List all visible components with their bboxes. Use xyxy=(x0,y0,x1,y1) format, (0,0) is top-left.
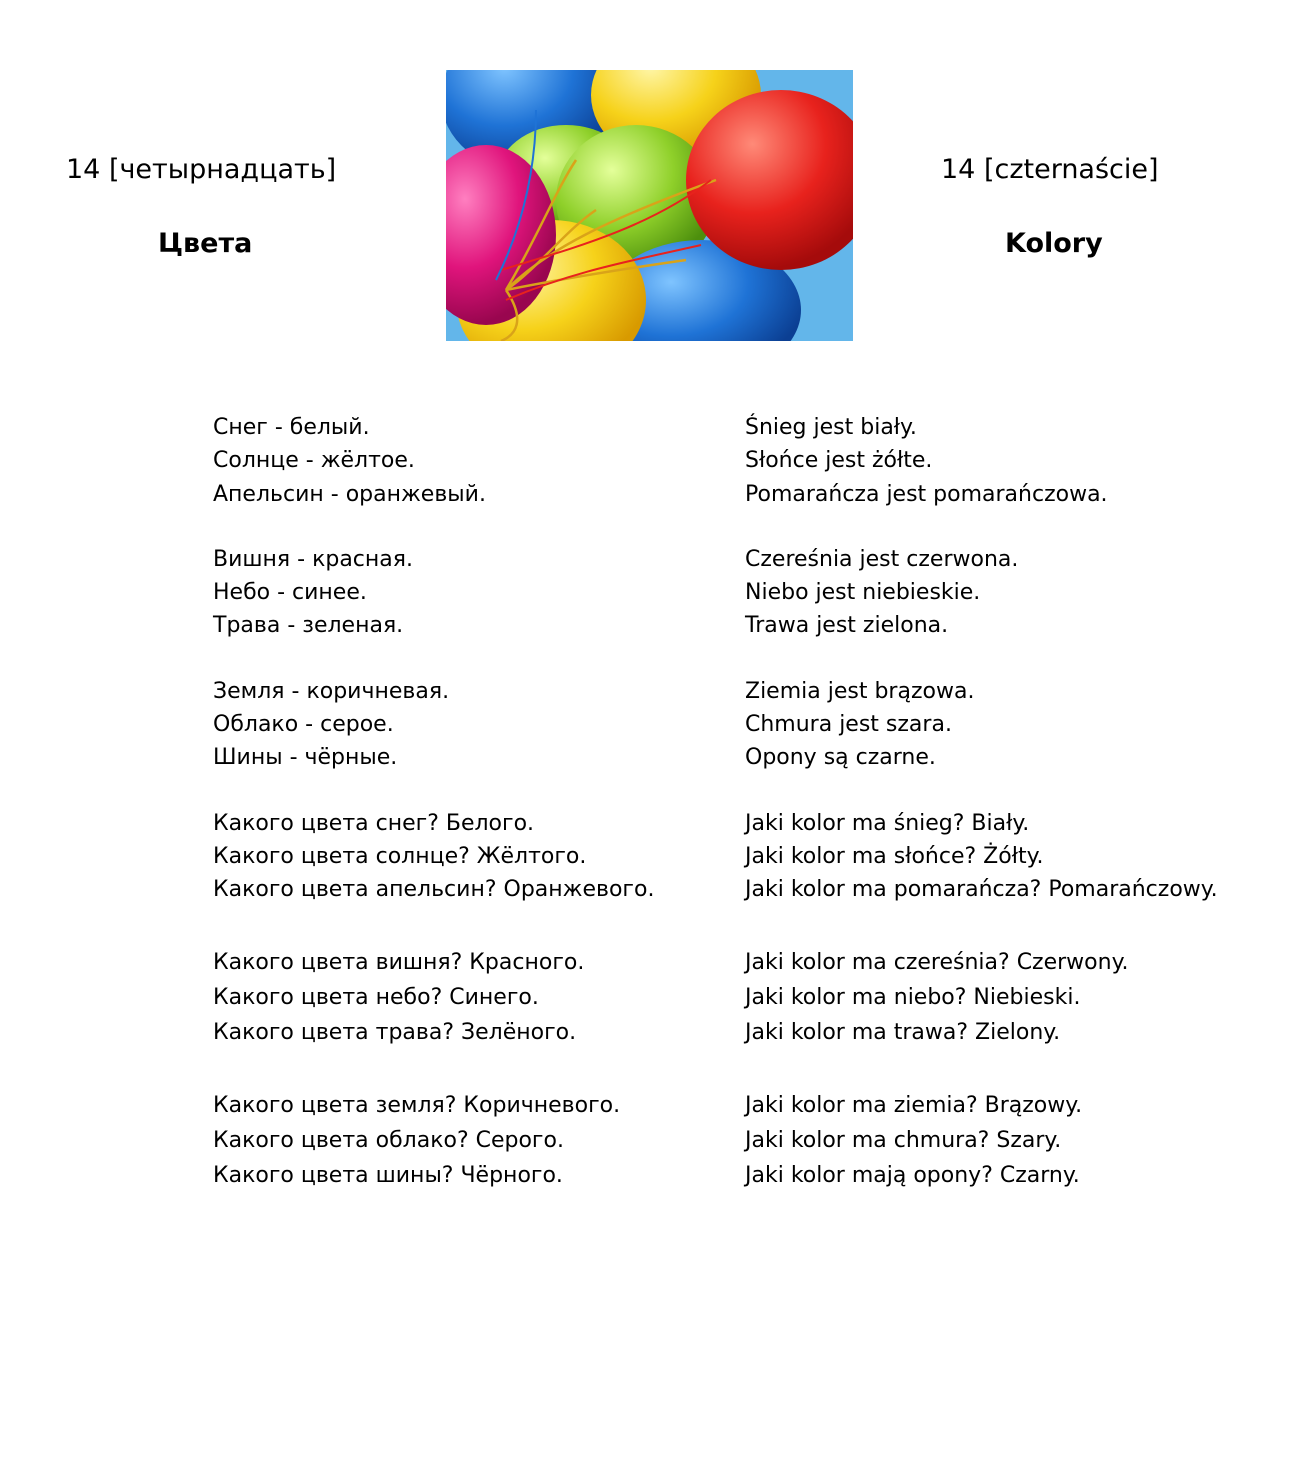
list-item: Вишня - красная. xyxy=(213,546,413,572)
list-item: Снег - белый. xyxy=(213,415,370,440)
list-item: Jaki kolor ma ziemia? Brązowy. xyxy=(745,1092,1083,1118)
list-item: Шины - чёрные. xyxy=(213,745,398,771)
list-item: Трава - зеленая. xyxy=(213,613,404,639)
list-item: Какого цвета шины? Чёрного. xyxy=(213,1162,563,1188)
list-item: Jaki kolor ma chmura? Szary. xyxy=(745,1127,1062,1153)
list-item: Небо - синее. xyxy=(213,580,367,606)
list-item: Солнце - жёлтое. xyxy=(213,448,415,474)
list-item: Земля - коричневая. xyxy=(213,678,450,704)
balloons-illustration xyxy=(446,70,853,341)
russian-column xyxy=(213,411,654,1193)
list-item: Jaki kolor ma niebo? Niebieski. xyxy=(745,984,1081,1010)
list-item: Trawa jest zielona. xyxy=(745,613,949,639)
list-item: Апельсин - оранжевый. xyxy=(213,481,486,507)
list-item: Какого цвета облако? Серого. xyxy=(213,1127,564,1153)
list-item: Какого цвета солнце? Жёлтого. xyxy=(213,843,587,869)
list-item: Jaki kolor mają opony? Czarny. xyxy=(745,1162,1080,1188)
list-item: Какого цвета небо? Синего. xyxy=(213,984,539,1010)
list-item: Какого цвета земля? Коричневого. xyxy=(213,1092,621,1118)
list-item: Jaki kolor ma słońce? Żółty. xyxy=(745,843,1044,869)
lesson-title-polish: Kolory xyxy=(1005,228,1103,259)
list-item: Какого цвета вишня? Красного. xyxy=(213,949,585,975)
list-item: Pomarańcza jest pomarańczowa. xyxy=(745,481,1108,507)
list-item: Niebo jest niebieskie. xyxy=(745,580,981,606)
lesson-number-polish: 14 [czternaście] xyxy=(941,154,1159,185)
lesson-number-russian: 14 [четырнадцать] xyxy=(66,154,337,185)
list-item: Какого цвета апельсин? Оранжевого. xyxy=(213,877,655,903)
list-item: Czereśnia jest czerwona. xyxy=(745,546,1019,572)
list-item: Какого цвета трава? Зелёного. xyxy=(213,1019,577,1045)
polish-column xyxy=(745,411,1218,1193)
list-item: Chmura jest szara. xyxy=(745,712,952,738)
list-item: Ziemia jest brązowa. xyxy=(745,678,975,704)
list-item: Облако - серое. xyxy=(213,712,394,738)
balloons-image xyxy=(446,70,853,341)
list-item: Opony są czarne. xyxy=(745,745,936,771)
list-item: Słońce jest żółte. xyxy=(745,448,933,474)
list-item: Jaki kolor ma trawa? Zielony. xyxy=(745,1019,1061,1045)
list-item: Śnieg jest biały. xyxy=(745,415,917,440)
list-item: Какого цвета снег? Белого. xyxy=(213,810,535,836)
list-item: Jaki kolor ma pomarańcza? Pomarańczowy. xyxy=(745,877,1218,903)
lesson-title-russian: Цвета xyxy=(158,228,253,259)
list-item: Jaki kolor ma czereśnia? Czerwony. xyxy=(745,949,1129,975)
list-item: Jaki kolor ma śnieg? Biały. xyxy=(745,810,1030,836)
